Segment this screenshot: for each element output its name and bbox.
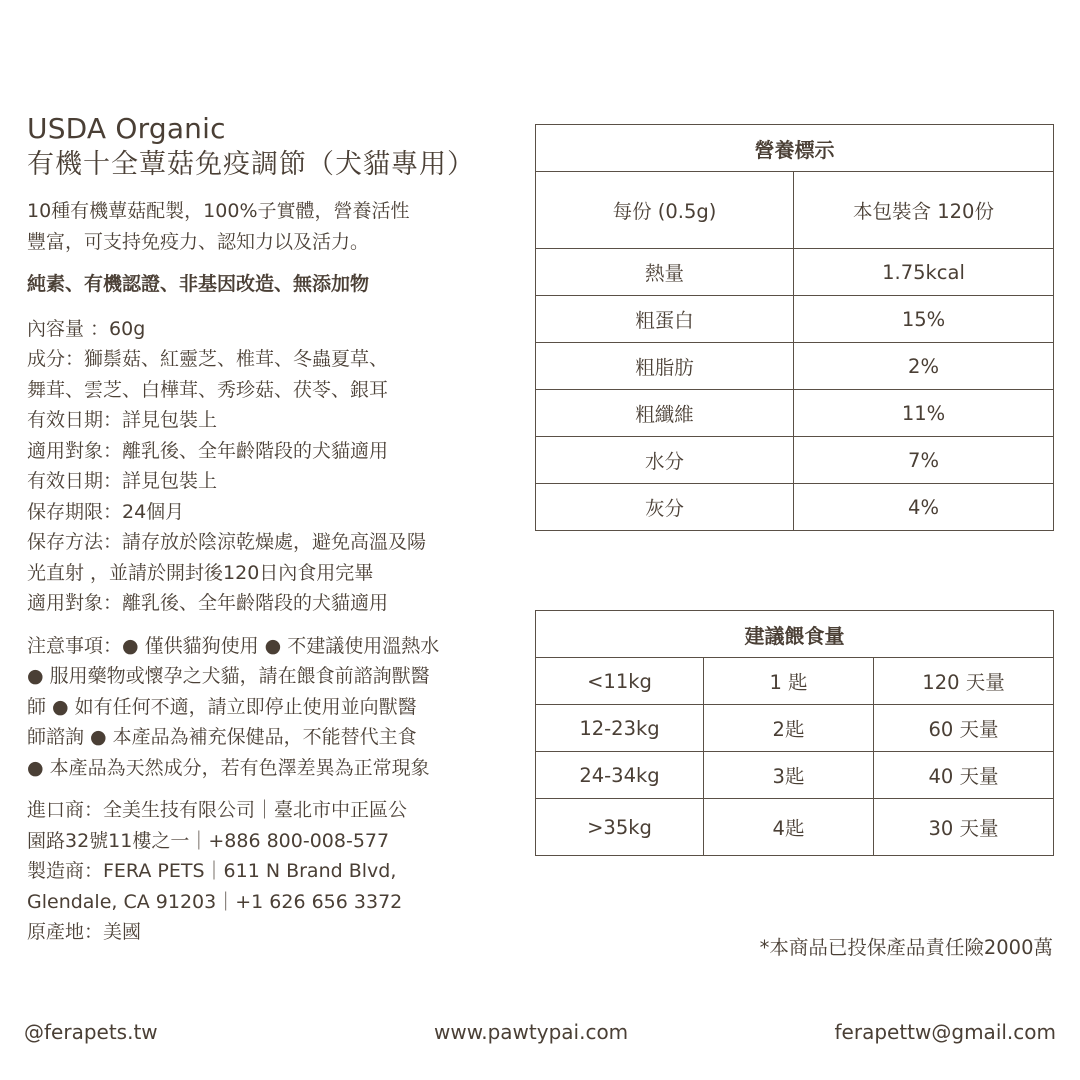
nutrition-row [536, 390, 1054, 437]
duration: 60 天量 [874, 705, 1054, 752]
weight: >35kg [536, 799, 704, 856]
detail-line: 舞茸、雲芝、白樺茸、秀珍菇、茯苓、銀耳 [27, 378, 389, 401]
company-line: 進口商：全美生技有限公司｜臺北市中正區公 [27, 799, 408, 821]
nutrient-label: 粗脂肪 [536, 343, 794, 390]
nutrition-title: 營養標示 [536, 125, 1054, 172]
nutrient-value: 15% [794, 296, 1054, 343]
nutrition-row [536, 249, 1054, 296]
detail-line: 保存方法：請存放於陰涼乾燥處，避免高溫及陽 [27, 531, 427, 553]
serving-size: 每份 (0.5g) [536, 172, 794, 249]
weight: <11kg [536, 658, 704, 705]
duration: 120 天量 [874, 658, 1054, 705]
nutrient-label: 灰分 [536, 484, 794, 531]
amount: 4匙 [704, 799, 874, 856]
nutrient-value: 2% [794, 343, 1054, 390]
description-line: 豐富，可支持免疫力、認知力以及活力。 [27, 230, 370, 253]
description-line: 10種有機蕈菇配製，100%子實體，營養活性 [27, 200, 410, 222]
caution-line: ● 本產品為天然成分，若有色澤差異為正常現象 [27, 756, 430, 779]
nutrient-value: 4% [794, 484, 1054, 531]
nutrient-value: 1.75kcal [794, 249, 1054, 296]
amount: 1 匙 [704, 658, 874, 705]
detail-line: 適用對象：離乳後、全年齡階段的犬貓適用 [27, 592, 389, 614]
amount: 2匙 [704, 705, 874, 752]
nutrition-table [535, 124, 1054, 531]
details [27, 314, 517, 619]
company-line: 製造商：FERA PETS｜611 N Brand Blvd, [27, 860, 397, 882]
amount: 3匙 [704, 752, 874, 799]
nutrition-row [536, 437, 1054, 484]
nutrient-label: 熱量 [536, 249, 794, 296]
detail-line: 成分：獅鬃菇、紅靈芝、椎茸、冬蟲夏草、 [27, 348, 389, 370]
caution-line: 注意事項：● 僅供貓狗使用 ● 不建議使用溫熱水 [27, 634, 440, 657]
feeding-title: 建議餵食量 [536, 611, 1054, 658]
nutrient-value: 7% [794, 437, 1054, 484]
feeding-row [536, 799, 1054, 856]
title-en: USDA Organic [27, 112, 226, 145]
feeding-row [536, 705, 1054, 752]
description [27, 196, 517, 257]
duration: 30 天量 [874, 799, 1054, 856]
duration: 40 天量 [874, 752, 1054, 799]
title-zh: 有機十全蕈菇免疫調節（犬貓專用） [27, 149, 475, 180]
nutrition-row [536, 343, 1054, 390]
nutrition-row [536, 484, 1054, 531]
insurance-note: *本商品已投保產品責任險2000萬 [759, 936, 1053, 959]
company-line: 園路32號11樓之一｜+886 800-008-577 [27, 829, 390, 852]
email-link[interactable]: ferapettw@gmail.com [834, 1020, 1056, 1044]
feeding-row [536, 752, 1054, 799]
caution-line: 師 ● 如有任何不適，請立即停止使用並向獸醫 [27, 695, 417, 718]
caution-line: ● 服用藥物或懷孕之犬貓，請在餵食前諮詢獸醫 [27, 665, 430, 687]
company-line: Glendale, CA 91203｜+1 626 656 3372 [27, 890, 403, 913]
weight: 24-34kg [536, 752, 704, 799]
company-info [27, 795, 517, 948]
servings-per-pack: 本包裝含 120份 [794, 172, 1054, 249]
social-handle[interactable]: @ferapets.tw [24, 1020, 158, 1044]
website-link[interactable]: www.pawtypai.com [434, 1020, 629, 1044]
caution-line: 師諮詢 ● 本產品為補充保健品，不能替代主食 [27, 726, 417, 748]
nutrient-value: 11% [794, 390, 1054, 437]
weight: 12-23kg [536, 705, 704, 752]
cautions [27, 631, 517, 784]
features: 純素、有機認證、非基因改造、無添加物 [27, 273, 370, 295]
product-info [27, 112, 517, 948]
detail-line: 光直射 ，並請於開封後120日內食用完畢 [27, 561, 374, 584]
detail-line: 內容量 ：60g [27, 317, 146, 340]
feeding-row [536, 658, 1054, 705]
nutrition-row [536, 296, 1054, 343]
nutrient-label: 粗纖維 [536, 390, 794, 437]
nutrient-label: 粗蛋白 [536, 296, 794, 343]
detail-line: 有效日期：詳見包裝上 [27, 409, 218, 431]
detail-line: 有效日期：詳見包裝上 [27, 470, 218, 492]
detail-line: 保存期限：24個月 [27, 500, 185, 523]
feeding-table [535, 610, 1054, 856]
company-line: 原產地：美國 [27, 921, 142, 943]
nutrient-label: 水分 [536, 437, 794, 484]
detail-line: 適用對象：離乳後、全年齡階段的犬貓適用 [27, 439, 389, 462]
